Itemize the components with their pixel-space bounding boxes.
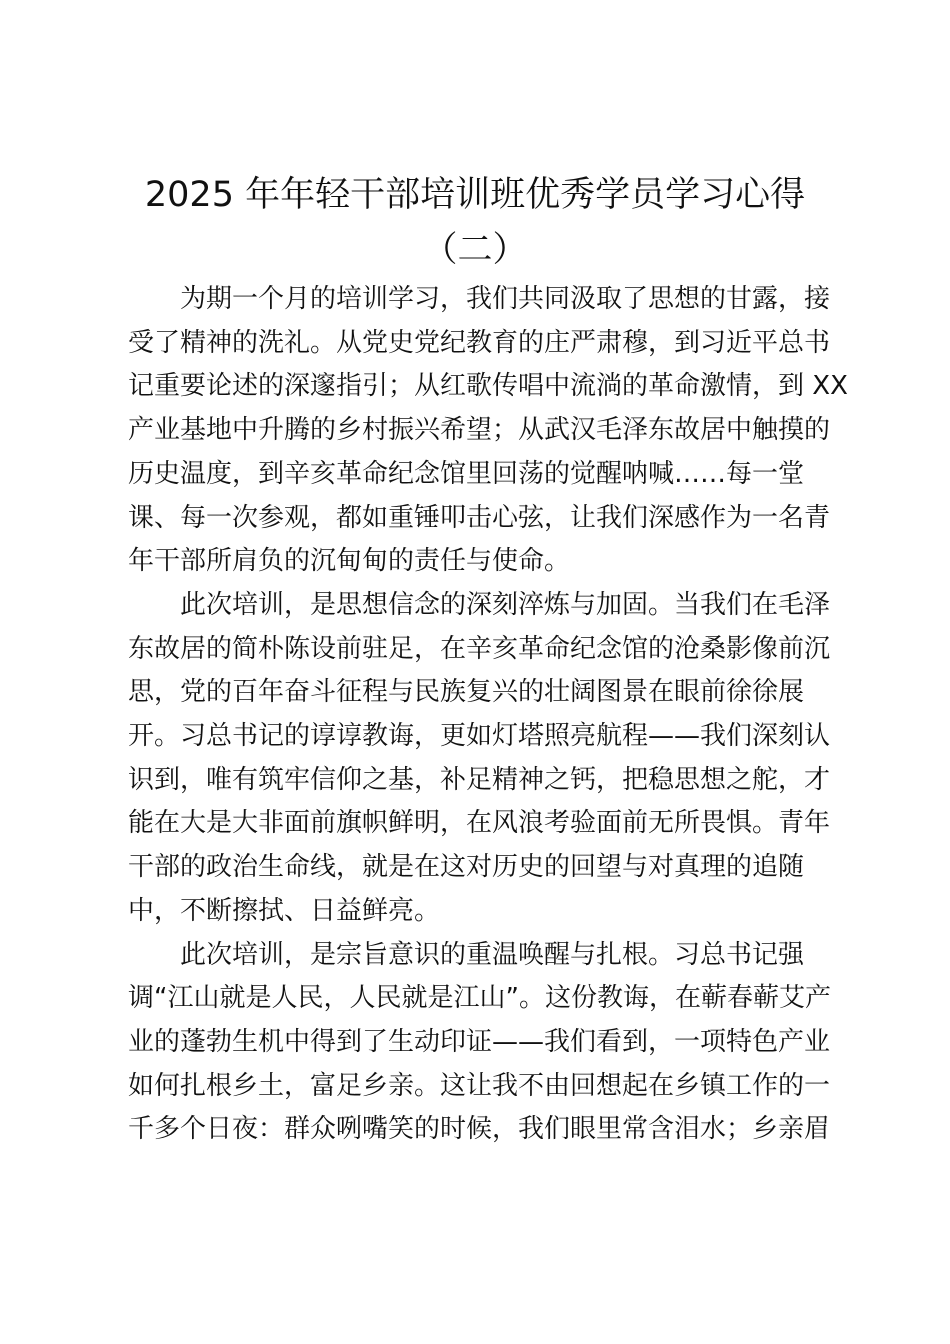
paragraph-2 [128,584,833,934]
paragraph-line: 年干部所肩负的沉甸甸的责任与使命。 [128,546,571,577]
paragraph-line: 能在大是大非面前旗帜鲜明，在风浪考验面前无所畏惧。青年 [128,808,831,839]
paragraph-line: 产业基地中升腾的乡村振兴希望；从武汉毛泽东故居中触摸的 [128,415,831,446]
paragraph-line: 如何扎根乡土，富足乡亲。这让我不由回想起在乡镇工作的一 [128,1070,831,1101]
paragraph-line: 记重要论述的深邃指引；从红歌传唱中流淌的革命激情，到 XX [128,371,848,402]
paragraph-line: 受了精神的洗礼。从党史党纪教育的庄严肃穆，到习近平总书 [128,327,831,358]
title-line: 2025 年年轻干部培训班优秀学员学习心得 [144,175,806,215]
paragraph-3 [128,934,833,1153]
paragraph-line: 识到，唯有筑牢信仰之基，补足精神之钙，把稳思想之舵，才 [128,764,831,795]
paragraph-line: 课、每一次参观，都如重锤叩击心弦，让我们深感作为一名青 [128,502,831,533]
paragraph-line: 干部的政治生命线，就是在这对历史的回望与对真理的追随 [128,852,805,883]
paragraph-line: 为期一个月的培训学习，我们共同汲取了思想的甘露，接 [180,284,831,314]
paragraph-line: 思，党的百年奋斗征程与民族复兴的壮阔图景在眼前徐徐展 [128,677,805,708]
paragraph-line: 开。习总书记的谆谆教诲，更如灯塔照亮航程——我们深刻认 [128,721,831,752]
document-body [128,278,848,1152]
paragraph-1 [128,278,848,584]
title-subline: （二） [422,230,528,270]
paragraph-line: 调“江山就是人民，人民就是江山”。这份教诲，在蕲春蕲艾产 [128,983,831,1014]
paragraph-line: 千多个日夜：群众咧嘴笑的时候，我们眼里常含泪水；乡亲眉 [128,1114,831,1145]
paragraph-line: 业的蓬勃生机中得到了生动印证——我们看到，一项特色产业 [128,1026,831,1057]
paragraph-line: 此次培训，是思想信念的深刻淬炼与加固。当我们在毛泽 [180,589,831,620]
paragraph-line: 中，不断擦拭、日益鲜亮。 [128,895,441,926]
document-title [120,168,830,278]
paragraph-line: 历史温度，到辛亥革命纪念馆里回荡的觉醒呐喊……每一堂 [128,458,805,489]
paragraph-line: 东故居的简朴陈设前驻足，在辛亥革命纪念馆的沧桑影像前沉 [128,633,831,664]
paragraph-line: 此次培训，是宗旨意识的重温唤醒与扎根。习总书记强 [180,939,805,970]
